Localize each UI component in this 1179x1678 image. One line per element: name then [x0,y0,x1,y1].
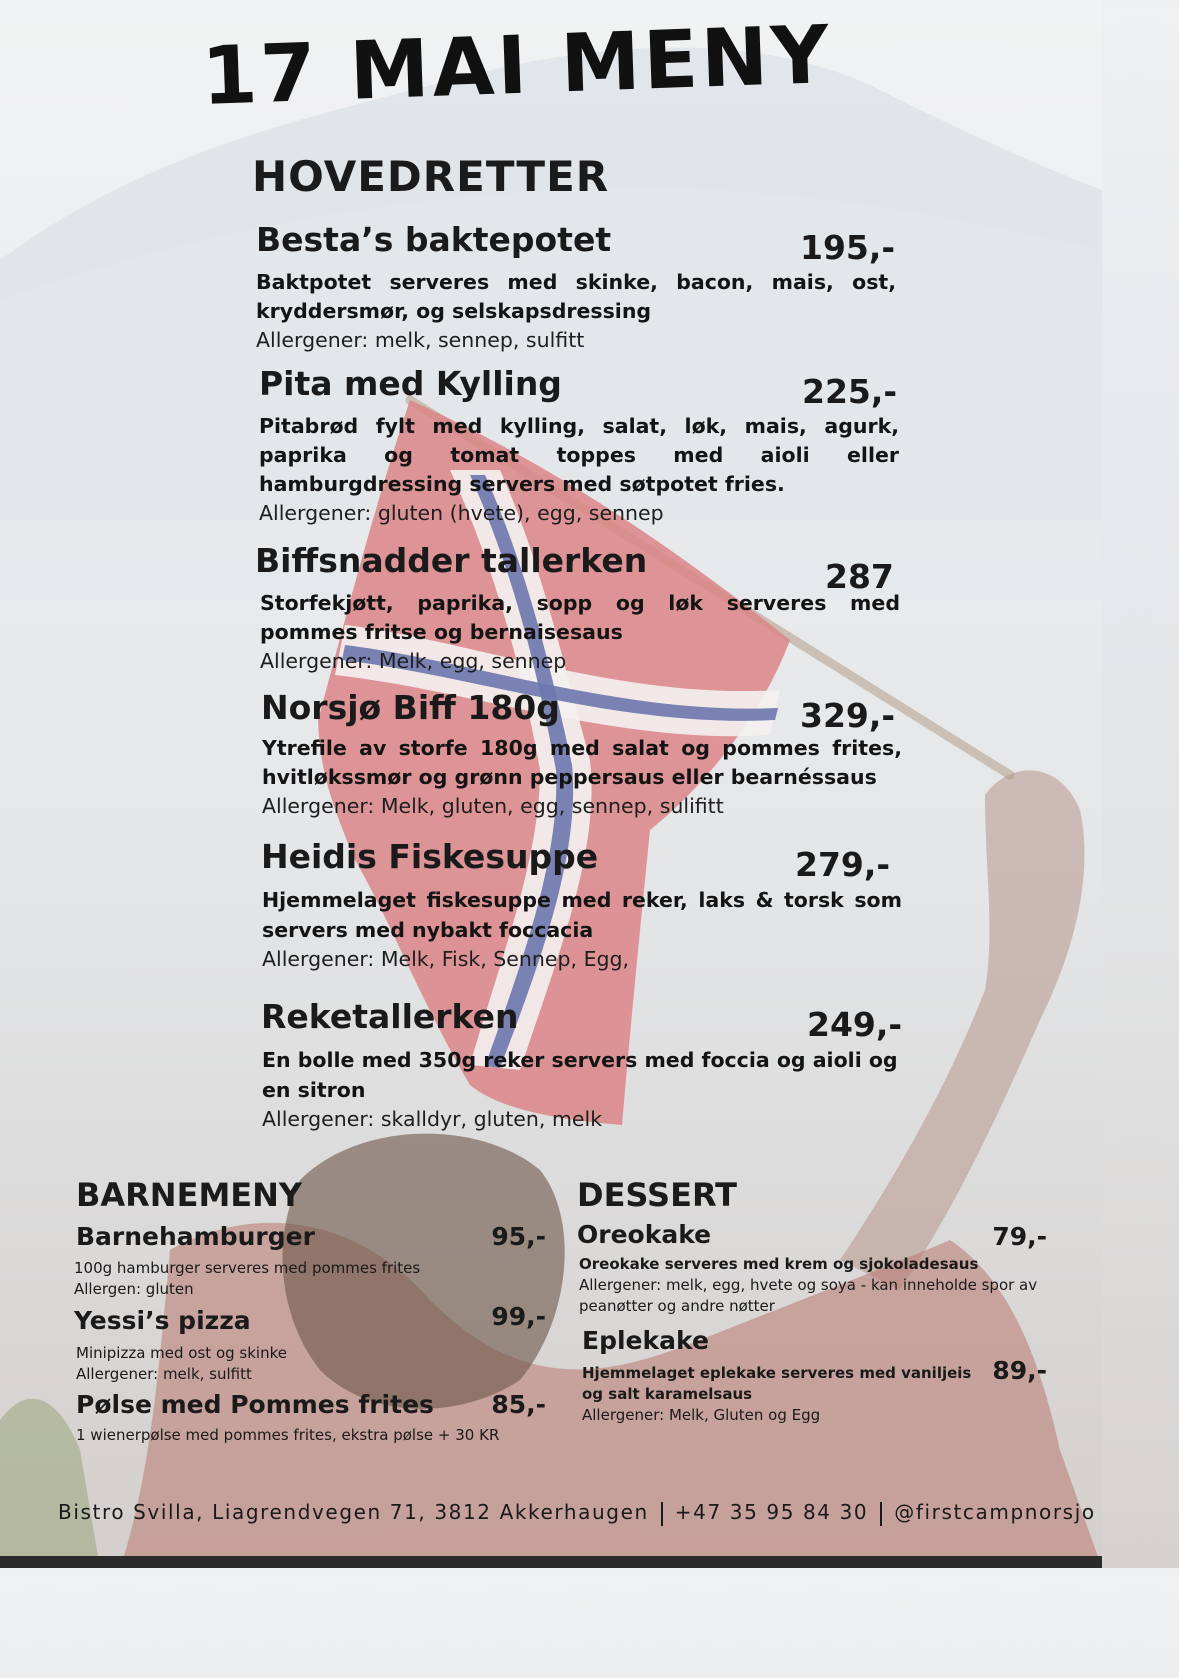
dessert-item-description-text: Oreokake serveres med krem og sjokoladesaus [579,1255,979,1273]
kids-item-description-text: 100g hamburger serveres med pommes frites [74,1259,421,1277]
dish-price: 249,- [807,1005,903,1044]
kids-item-allergens: Allergen: gluten [74,1280,194,1298]
dish-name: Reketallerken [261,997,519,1036]
dish-description [256,268,896,355]
kids-item-name: Pølse med Pommes frites [76,1390,434,1419]
dish-description [260,589,900,676]
bottom-bar [0,1556,1102,1568]
kids-item-description-text: Minipizza med ost og skinke [76,1344,287,1362]
dish-description [262,1045,902,1134]
dish-description [262,885,902,974]
kids-item-name: Yessi’s pizza [74,1306,251,1335]
dish-name: Heidis Fiskesuppe [261,837,599,876]
dish-allergens: Allergener: Melk, egg, sennep [260,649,567,673]
dish-description-text: Hjemmelaget fiskesuppe med reker, laks & torsk som servers med nybakt foccacia [262,888,902,942]
footer-address: Bistro Svilla, Liagrendvegen 71, 3812 Akkerhaugen [58,1500,649,1524]
kids-item-description-text: 1 wienerpølse med pommes frites, ekstra pølse + 30 KR [76,1426,500,1444]
dessert-item-allergens: Allergener: melk, egg, hvete og soya - kan inneholde spor av peanøtter og andre nøtter [579,1276,1038,1315]
kids-item-name: Barnehamburger [76,1222,315,1251]
footer-phone: +47 35 95 84 30 [674,1500,869,1524]
footer-contact [58,1500,1096,1526]
dish-price: 279,- [795,845,891,884]
dish-allergens: Allergener: melk, sennep, sulfitt [256,328,585,352]
kids-item-allergens: Allergener: melk, sulfitt [76,1365,252,1383]
dessert-heading: DESSERT [577,1176,737,1214]
dish-price: 329,- [800,696,896,735]
kids-item-price: 95,- [491,1222,546,1251]
dish-price: 225,- [802,372,898,411]
dish-description [262,734,902,821]
dish-allergens: Allergener: gluten (hvete), egg, sennep [259,501,664,525]
footer-separator [661,1502,663,1526]
kids-item-price: 99,- [491,1302,546,1331]
dish-allergens: Allergener: skalldyr, gluten, melk [262,1107,603,1131]
dish-name: Norsjø Biff 180g [261,688,560,727]
kids-menu-heading: BARNEMENY [76,1176,303,1214]
menu-title: 17 MAI MENY [200,7,834,123]
dessert-item-allergens: Allergener: Melk, Gluten og Egg [582,1406,821,1424]
kids-item-description [74,1258,420,1300]
dish-description-text: En bolle med 350g reker servers med foccia og aioli og en sitron [262,1048,898,1102]
dish-description-text: Baktpotet serveres med skinke, bacon, mais, ost, kryddersmør, og selskapsdressing [256,270,896,323]
dessert-item-name: Eplekake [582,1326,709,1355]
kids-item-description [76,1343,287,1385]
dessert-item-price: 89,- [992,1356,1047,1385]
main-courses-heading: HOVEDRETTER [252,152,610,201]
dish-allergens: Allergener: Melk, gluten, egg, sennep, sulifitt [262,794,724,818]
kids-item-price: 85,- [491,1390,546,1419]
dish-description-text: Pitabrød fylt med kylling, salat, løk, mais, agurk, paprika og tomat toppes med aioli eller hamburgdressing servers med søtpotet fries. [259,414,899,496]
footer-social: @firstcampnorsjo [894,1500,1096,1524]
dish-price: 195,- [800,228,896,267]
dish-price: 287 [825,557,894,596]
dessert-item-description [582,1363,977,1426]
dessert-item-description-text: Hjemmelaget eplekake serveres med vaniljeis og salt karamelsaus [582,1364,972,1403]
kids-item-description [76,1425,499,1446]
dish-description-text: Storfekjøtt, paprika, sopp og løk serveres med pommes fritse og bernaisesaus [260,591,900,644]
dish-allergens: Allergener: Melk, Fisk, Sennep, Egg, [262,947,630,971]
dish-name: Pita med Kylling [259,364,562,403]
dish-name: Besta’s baktepotet [256,220,612,259]
dessert-item-name: Oreokake [577,1220,712,1249]
dish-name: Biffsnadder tallerken [255,541,648,580]
footer-separator [880,1502,882,1526]
dish-description-text: Ytrefile av storfe 180g med salat og pommes frites, hvitløkssmør og grønn peppersaus eller bearnéssaus [262,736,902,789]
dish-description [259,412,899,528]
dessert-item-description [579,1254,1049,1317]
dessert-item-price: 79,- [992,1222,1047,1251]
